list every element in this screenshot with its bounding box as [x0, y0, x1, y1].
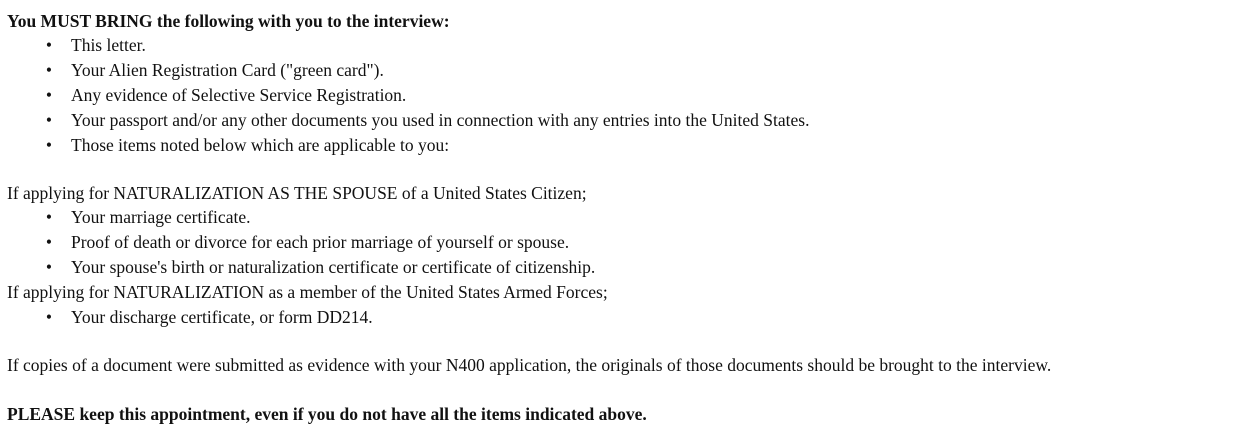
list-item-text: Your Alien Registration Card ("green card"). — [71, 60, 384, 80]
document-heading: You MUST BRING the following with you to the interview: — [7, 11, 450, 31]
list-item-text: Your spouse's birth or naturalization certificate or certificate of citizenship. — [71, 257, 596, 277]
bullet-icon: • — [45, 207, 53, 227]
list-item-text: This letter. — [71, 35, 146, 55]
bullet-icon: • — [45, 85, 53, 105]
bullet-icon: • — [45, 307, 53, 327]
bullet-icon: • — [45, 60, 53, 80]
spouse-section-intro: If applying for NATURALIZATION AS THE SPOUSE of a United States Citizen; — [7, 183, 587, 203]
list-item-text: Proof of death or divorce for each prior marriage of yourself or spouse. — [71, 232, 570, 252]
bullet-icon: • — [45, 135, 53, 155]
copies-note: If copies of a document were submitted as evidence with your N400 application, the originals of those documents should be brought to the interview. — [7, 355, 1052, 375]
armed-forces-section-intro: If applying for NATURALIZATION as a member of the United States Armed Forces; — [7, 282, 608, 302]
closing-statement: PLEASE keep this appointment, even if you do not have all the items indicated above. — [7, 404, 647, 424]
list-item-text: Your discharge certificate, or form DD214. — [71, 307, 373, 327]
list-item-text: Any evidence of Selective Service Registration. — [71, 85, 407, 105]
bullet-icon: • — [45, 35, 53, 55]
bullet-icon: • — [45, 110, 53, 130]
list-item-text: Your passport and/or any other documents you used in connection with any entries into the United States. — [71, 110, 810, 130]
bullet-icon: • — [45, 257, 53, 277]
list-item-text: Those items noted below which are applicable to you: — [71, 135, 450, 155]
bullet-icon: • — [45, 232, 53, 252]
list-item-text: Your marriage certificate. — [71, 207, 251, 227]
